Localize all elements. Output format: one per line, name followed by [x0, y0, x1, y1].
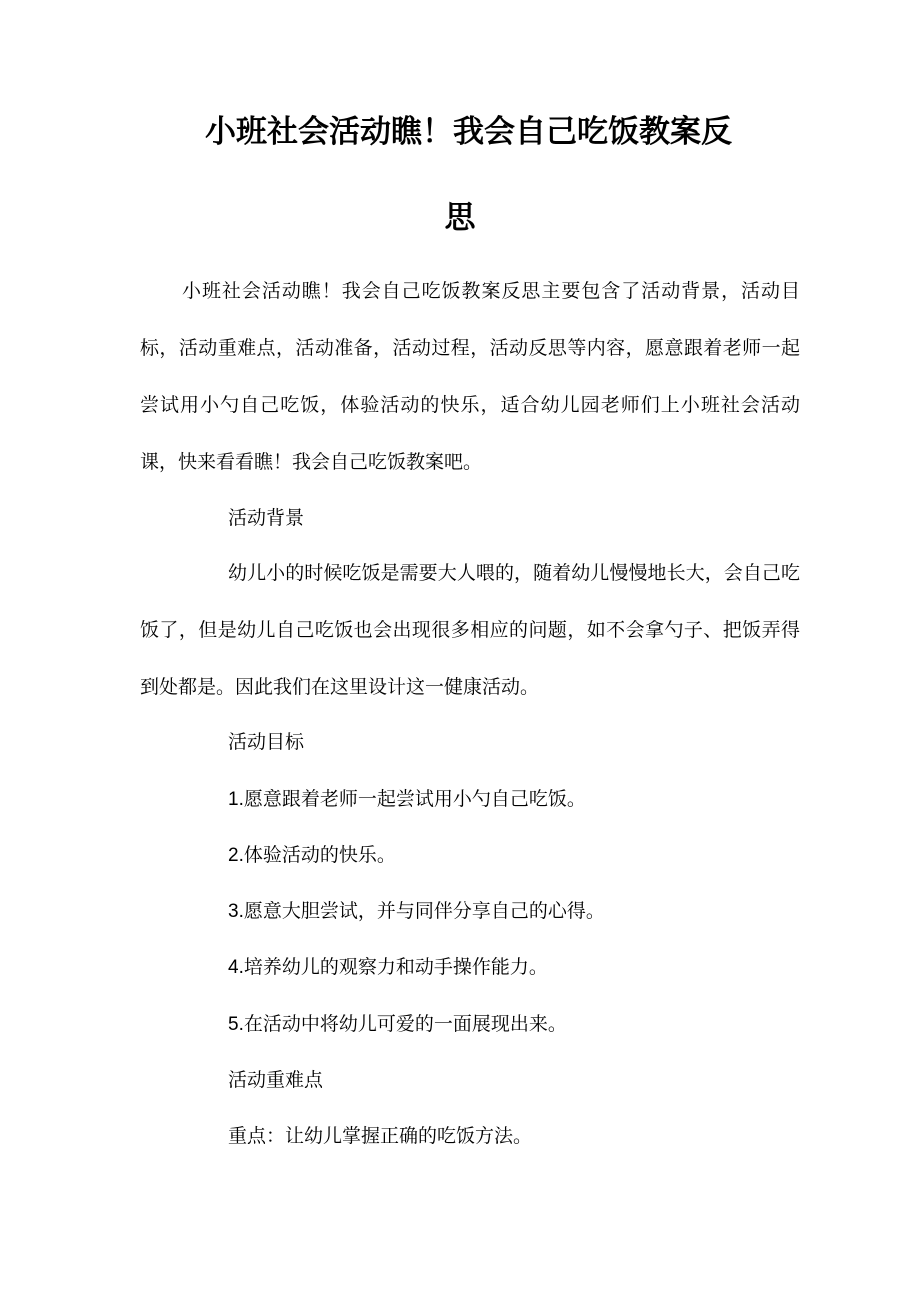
goal-text-2: 体验活动的快乐。 — [243, 844, 396, 866]
document-title-line-1: 小班社会活动瞧！我会自己吃饭教案反 — [205, 114, 732, 150]
document-title-line-2: 思 — [444, 200, 476, 236]
goal-text-5: 在活动中将幼儿可爱的一面展现出来。 — [243, 1013, 567, 1035]
goal-text-3: 愿意大胆尝试，并与同伴分享自己的心得。 — [243, 900, 605, 922]
goal-number-1: 1. — [228, 789, 244, 810]
goal-item-4 — [228, 952, 548, 983]
goal-item-2 — [228, 840, 396, 871]
goal-number-2: 2. — [228, 845, 244, 866]
goals-heading: 活动目标 — [228, 731, 305, 753]
goal-item-1 — [228, 784, 586, 815]
goal-text-4: 培养幼儿的观察力和动手操作能力。 — [243, 956, 548, 978]
background-heading: 活动背景 — [228, 507, 305, 529]
intro-paragraph: 小班社会活动瞧！我会自己吃饭教案反思主要包含了活动背景，活动目标，活动重难点，活动准备，活动过程，活动反思等内容，愿意跟着老师一起尝试用小勺自己吃饭，体验活动的快乐，适合幼儿园老师们上小班社会活动课，快来看看瞧！我会自己吃饭教案吧。 — [140, 280, 800, 473]
goal-text-1: 愿意跟着老师一起尝试用小勺自己吃饭。 — [243, 788, 586, 810]
key-point-text: 重点：让幼儿掌握正确的吃饭方法。 — [228, 1125, 533, 1147]
difficulty-heading: 活动重难点 — [228, 1069, 324, 1091]
goal-number-5: 5. — [228, 1014, 244, 1035]
goal-number-4: 4. — [228, 957, 244, 978]
background-paragraph: 幼儿小的时候吃饭是需要大人喂的，随着幼儿慢慢地长大，会自己吃饭了，但是幼儿自己吃饭也会出现很多相应的问题，如不会拿勺子、把饭弄得到处都是。因此我们在这里设计这一健康活动。 — [140, 562, 800, 698]
goal-number-3: 3. — [228, 901, 244, 922]
goal-item-5 — [228, 1009, 567, 1040]
goal-item-3 — [228, 896, 605, 927]
